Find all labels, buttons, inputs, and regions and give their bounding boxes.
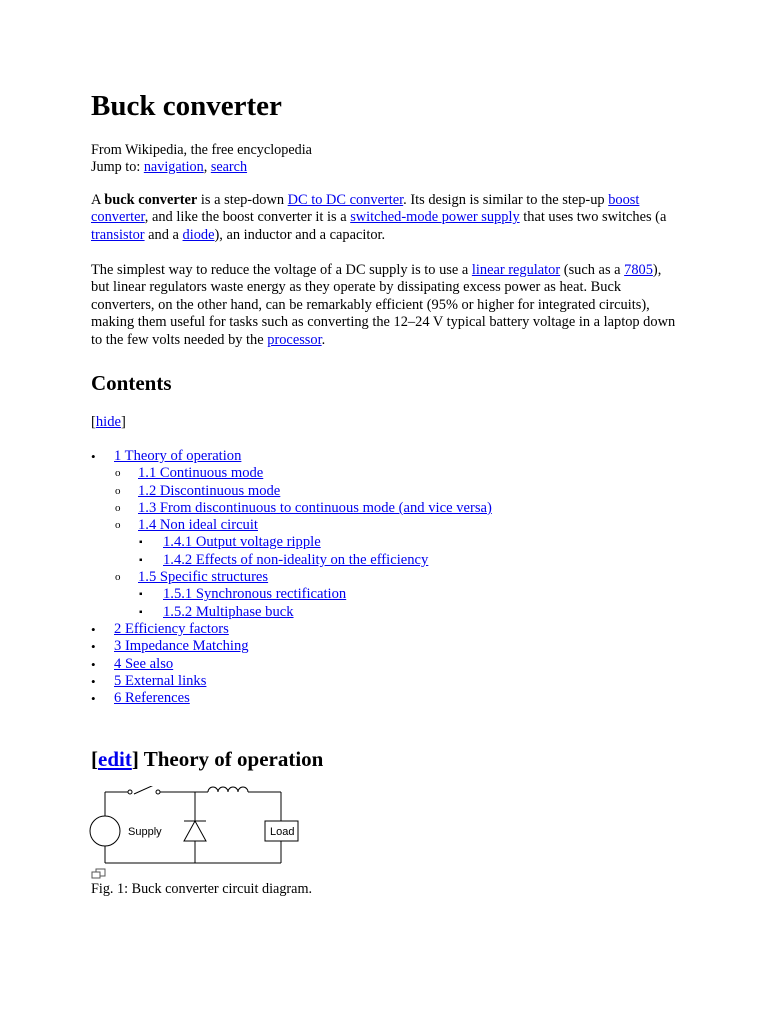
inline-link[interactable]: switched-mode power supply xyxy=(350,209,520,226)
bold-term: buck converter xyxy=(104,192,198,208)
toc-item xyxy=(91,448,691,465)
inline-link[interactable]: diode xyxy=(182,226,215,243)
toc-item xyxy=(91,604,691,621)
diode-triangle xyxy=(184,821,206,841)
toc-bullet: o xyxy=(115,484,121,497)
toc-item xyxy=(91,569,691,586)
toc-link[interactable]: 1.4 Non ideal circuit xyxy=(138,517,258,534)
jump-to-label: Jump to: xyxy=(91,159,144,175)
jump-to-line xyxy=(91,158,247,176)
edit-open-bracket: [ xyxy=(91,747,98,771)
intro-paragraph-2 xyxy=(91,262,681,349)
paragraph-text: . xyxy=(321,331,326,348)
toc-link[interactable]: 1.5 Specific structures xyxy=(138,569,269,586)
toc-bullet: ▪ xyxy=(139,554,143,566)
site-subtitle: From Wikipedia, the free encyclopedia xyxy=(91,142,312,158)
paragraph-text: The simplest way to reduce the voltage of a DC supply is to use a xyxy=(91,262,472,278)
toc-bullet: o xyxy=(115,519,121,532)
toc-bullet: o xyxy=(115,501,121,514)
toc-bullet: • xyxy=(91,691,96,707)
toc-bullet: o xyxy=(115,571,121,584)
toc-link[interactable]: 5 External links xyxy=(114,672,207,689)
switch-blade xyxy=(134,786,154,794)
toc-item xyxy=(91,586,691,603)
toc-bullet: • xyxy=(91,621,96,637)
toc-bullet: • xyxy=(91,449,96,464)
paragraph-text: ), but linear regulators waste energy as they operate by dissipating excess power as heat. Buck converters, on the other hand, can be remarkably efficient (95% or higher for integrated circuits), making them useful for tasks such as converting the 12–24 V typical battery voltage in a laptop down to the few volts needed by the xyxy=(91,262,676,348)
toc-list xyxy=(91,448,691,707)
toc-link[interactable]: 1.5.2 Multiphase buck xyxy=(163,603,294,620)
inductor-coil xyxy=(208,787,248,792)
toc-link[interactable]: 2 Efficiency factors xyxy=(114,620,229,637)
inline-link[interactable]: 7805 xyxy=(624,262,653,278)
inline-link[interactable]: DC to DC converter xyxy=(287,192,404,208)
figure-caption: Fig. 1: Buck converter circuit diagram. xyxy=(91,881,313,897)
paragraph-text: that uses two switches (a xyxy=(519,209,667,226)
inline-link[interactable]: processor xyxy=(267,331,322,348)
toc-item xyxy=(91,638,691,655)
paragraph-text: and a xyxy=(144,226,183,243)
toc-link[interactable]: 1.3 From discontinuous to continuous mode (and vice versa) xyxy=(138,499,492,516)
toc-link[interactable]: 6 References xyxy=(114,690,190,707)
toc-item xyxy=(91,656,691,673)
toc-item xyxy=(91,673,691,690)
toc-bullet: • xyxy=(91,639,96,655)
edit-close-bracket: ] xyxy=(131,747,139,771)
inline-link[interactable]: linear regulator xyxy=(471,262,561,278)
toc-hide-link[interactable]: hide xyxy=(95,414,122,430)
toc-item xyxy=(91,621,691,638)
paragraph-text: is a step-down xyxy=(197,192,288,208)
paragraph-text: ), an inductor and a capacitor. xyxy=(214,226,386,243)
toc-heading: Contents xyxy=(91,371,172,395)
toc-link[interactable]: 1.4.1 Output voltage ripple xyxy=(163,534,321,551)
toc-link[interactable]: 1.2 Discontinuous mode xyxy=(138,482,281,499)
toc-bullet: ▪ xyxy=(139,537,143,549)
jump-separator: , xyxy=(203,159,211,175)
toc-item xyxy=(91,465,691,482)
toc-item xyxy=(91,552,691,569)
enlarge-icon[interactable] xyxy=(91,868,107,880)
toc-link[interactable]: 1.4.2 Effects of non-ideality on the efficiency xyxy=(163,551,429,568)
buck-converter-circuit-diagram xyxy=(88,786,303,882)
toc-hide-close-bracket: ] xyxy=(121,414,126,430)
toc-link[interactable]: 3 Impedance Matching xyxy=(114,638,249,655)
toc-item xyxy=(91,517,691,534)
jump-navigation-link[interactable]: navigation xyxy=(143,159,204,175)
toc-item xyxy=(91,500,691,517)
toc-hide-open-bracket: [ xyxy=(91,414,96,430)
supply-label: Supply xyxy=(128,826,162,838)
toc-bullet: ▪ xyxy=(139,606,143,618)
jump-search-link[interactable]: search xyxy=(210,159,248,175)
paragraph-text: A xyxy=(91,192,105,208)
inline-link[interactable]: boost converter xyxy=(91,192,640,226)
toc-link[interactable]: 1 Theory of operation xyxy=(114,448,242,464)
toc-item xyxy=(91,534,691,551)
toc-bullet: • xyxy=(91,656,96,672)
inline-link[interactable]: transistor xyxy=(91,226,145,243)
supply-source xyxy=(90,816,120,846)
section-title: Theory of operation xyxy=(138,747,324,771)
toc-item xyxy=(91,690,691,707)
paragraph-text: , and like the boost converter it is a xyxy=(144,209,351,226)
toc-link[interactable]: 1.1 Continuous mode xyxy=(138,465,264,482)
toc-link[interactable]: 4 See also xyxy=(114,655,174,672)
paragraph-text: (such as a xyxy=(560,262,625,278)
load-label: Load xyxy=(270,826,295,838)
page-title: Buck converter xyxy=(91,90,282,122)
toc-item xyxy=(91,483,691,500)
paragraph-text: . Its design is similar to the step-up xyxy=(403,192,609,208)
toc-bullet: ▪ xyxy=(139,589,143,601)
toc-bullet: o xyxy=(115,467,121,480)
toc-bullet: • xyxy=(91,673,96,689)
toc-link[interactable]: 1.5.1 Synchronous rectification xyxy=(163,586,347,603)
edit-section-link[interactable]: edit xyxy=(98,747,132,771)
intro-paragraph-1 xyxy=(91,192,681,244)
switch-contact xyxy=(128,790,132,794)
section-heading xyxy=(91,745,323,773)
toc-hide-toggle xyxy=(91,413,126,431)
